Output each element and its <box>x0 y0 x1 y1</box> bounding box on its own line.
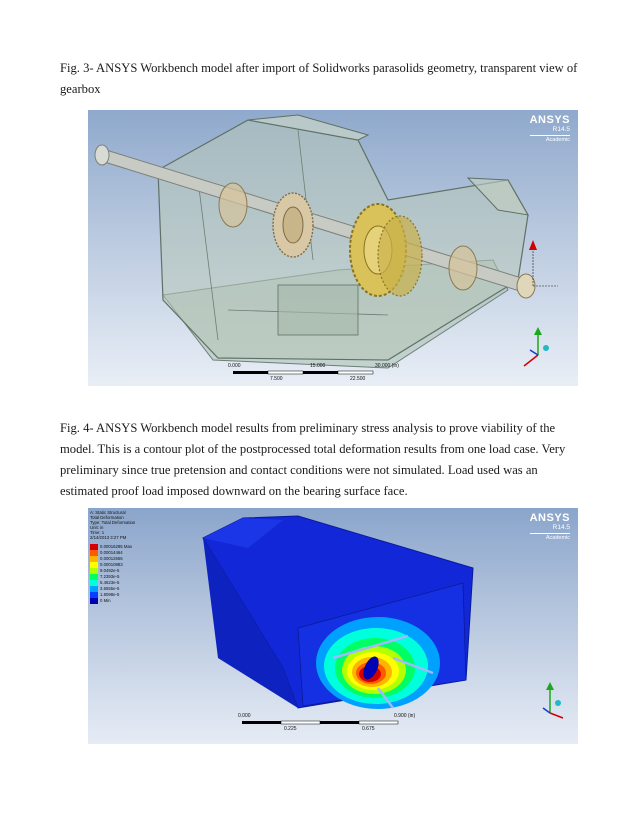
legend-label: 9.0492e-5 <box>100 568 120 573</box>
scale-label-q1: 7.500 <box>270 376 283 382</box>
deformation-render <box>88 508 578 744</box>
legend-label: 1.8098e-5 <box>100 592 120 597</box>
legend-row <box>90 598 135 604</box>
legend-label: 5.4623e-5 <box>100 580 120 585</box>
ansys-logo <box>530 512 570 541</box>
legend-label: 0 Min <box>100 598 111 603</box>
ansys-logo-version: R14.5 <box>552 524 570 531</box>
ansys-logo-name: ANSYS <box>529 114 570 126</box>
legend-info-line: Time: 1 <box>90 530 105 535</box>
scale-label-q3: 0.675 <box>362 726 375 732</box>
legend-info-line: Unit: in <box>90 525 104 530</box>
legend-rows <box>90 544 135 604</box>
legend-info-line: Total Deformation <box>90 515 124 520</box>
legend-info-line: 2/14/2013 3:27 PM <box>90 535 127 540</box>
ansys-logo-name: ANSYS <box>529 512 570 524</box>
gearbox-render <box>88 110 578 386</box>
scale-label-start: 0.000 <box>238 713 251 719</box>
scale-label-mid: 15.000 <box>310 363 326 369</box>
legend-swatch <box>90 598 98 604</box>
contour-legend <box>90 510 135 604</box>
legend-label: 0.00016285 Max <box>100 544 133 549</box>
legend-label: 0.00014464 <box>100 550 123 555</box>
figure-4-deformation-plot <box>88 508 578 744</box>
ansys-logo-edition: Academic <box>530 533 570 541</box>
figure-3-caption: Fig. 3- ANSYS Workbench model after import of Solidworks parasolids geometry, transparent view of gearbox <box>60 61 578 96</box>
scale-label-q3: 22.500 <box>350 376 366 382</box>
ansys-logo <box>530 114 570 143</box>
legend-label: 0.00010883 <box>100 562 123 567</box>
scale-label-q1: 0.225 <box>284 726 297 732</box>
legend-label: 3.6555e-5 <box>100 586 120 591</box>
scale-label-start: 0.000 <box>228 363 241 369</box>
legend-info-line: A: Static Structural <box>90 510 126 515</box>
legend-label: 7.2393e-5 <box>100 574 120 579</box>
scale-label-end: 0.900 (in) <box>394 713 416 719</box>
figure-4-caption: Fig. 4- ANSYS Workbench model results from preliminary stress analysis to prove viability of the model. This is a contour plot of the postprocessed total deformation results from one load case. Very preliminary since true pretension and contact conditions were not simulated. Load used was an estimated proof load imposed downward on the bearing surface face. <box>60 421 566 498</box>
legend-info-line: Type: Total Deformation <box>90 520 136 525</box>
legend-label: 0.00012656 <box>100 556 123 561</box>
ansys-logo-version: R14.5 <box>552 126 570 133</box>
ansys-logo-edition: Academic <box>530 135 570 143</box>
legend-info <box>90 510 135 540</box>
figure-3-gearbox-model <box>88 110 578 386</box>
scale-label-end: 30.000 (in) <box>375 363 399 369</box>
